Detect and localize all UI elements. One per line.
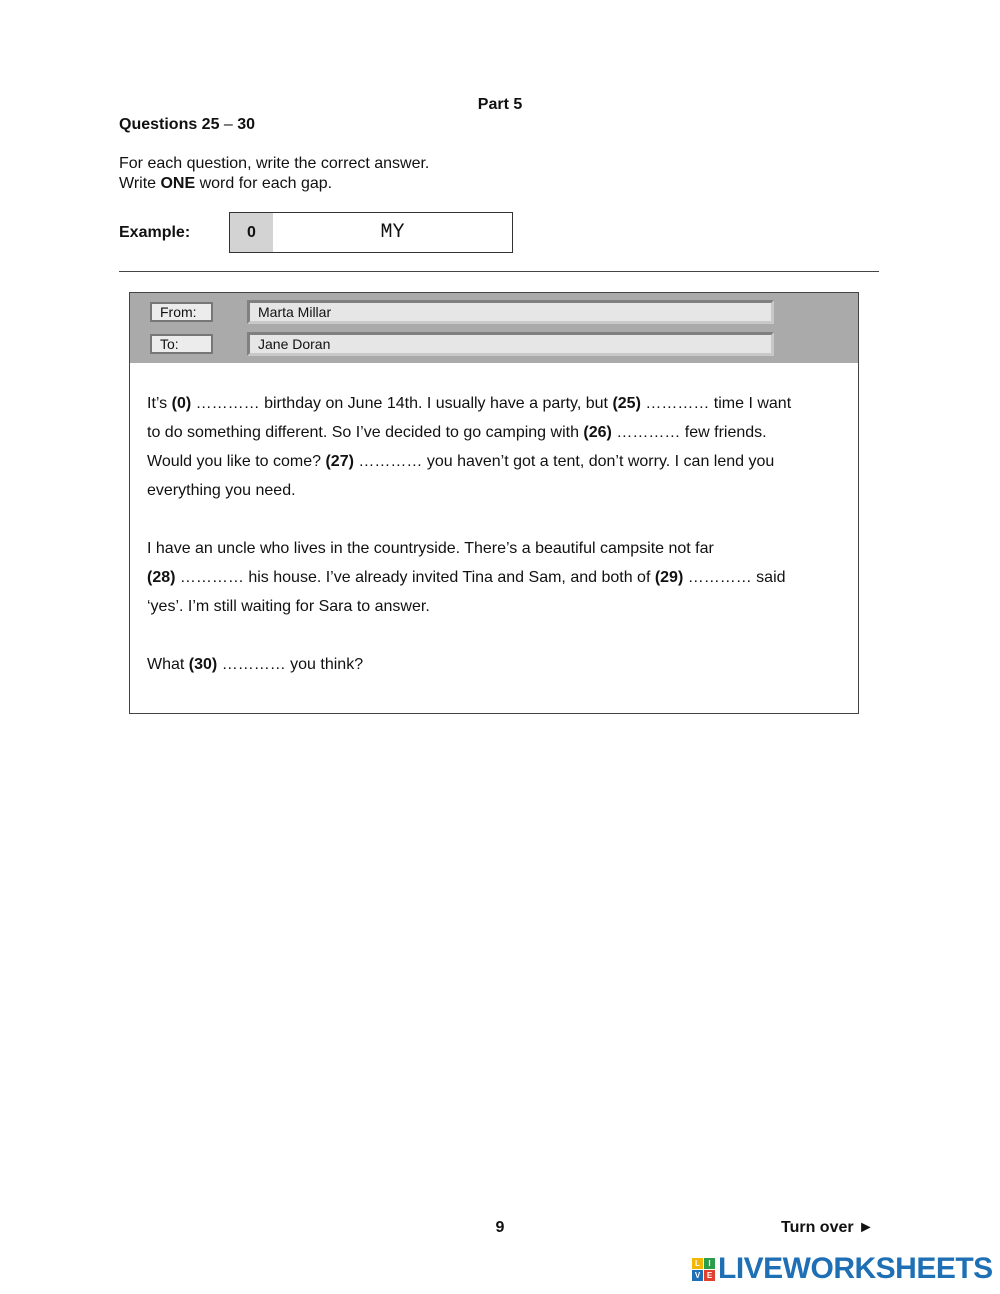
text-segment: few friends. [680, 424, 767, 441]
section-divider [119, 271, 879, 272]
gap-28[interactable]: ………… [179, 569, 244, 586]
gap-number-29: (29) [654, 569, 684, 586]
email-box [129, 292, 859, 714]
from-label: From: [150, 302, 213, 322]
text-segment: birthday on June 14th. I usually have a party, but [259, 395, 613, 412]
text-segment: ‘yes’. I’m still waiting for Sara to answer. [147, 598, 430, 615]
text-segment: Would you like to come? [147, 453, 326, 470]
gap-number-25: (25) [612, 395, 641, 412]
example-label: Example: [119, 224, 191, 241]
logo-square: V [692, 1270, 703, 1281]
email-paragraph-1 [147, 389, 847, 505]
to-field: Jane Doran [247, 332, 774, 356]
text-segment: his house. I’ve already invited Tina and Sam, and both of [243, 569, 655, 586]
gap-26[interactable]: ………… [616, 424, 681, 441]
email-paragraph-2 [147, 534, 847, 621]
questions-dash: – [223, 116, 233, 133]
text-segment: said [751, 569, 786, 586]
instruction-line-1: For each question, write the correct answer. [119, 155, 430, 172]
questions-title [119, 116, 255, 134]
turn-over-label: Turn over ► [781, 1219, 874, 1236]
text-segment: you haven’t got a tent, don’t worry. I can lend you [422, 453, 775, 470]
gap-25[interactable]: ………… [645, 395, 710, 412]
logo-square: I [704, 1258, 715, 1269]
logo-square: E [704, 1270, 715, 1281]
gap-number-28: (28) [147, 569, 176, 586]
text-segment: to do something different. So I’ve decided to go camping with [147, 424, 584, 441]
from-field: Marta Millar [247, 300, 774, 324]
part-title: Part 5 [477, 96, 523, 113]
email-paragraph-3 [147, 650, 847, 679]
example-answer-box: MY [273, 212, 513, 253]
gap-29[interactable]: ………… [687, 569, 752, 586]
example-number-box: 0 [229, 212, 274, 253]
text-segment: everything you need. [147, 482, 296, 499]
questions-prefix: Questions 25 [119, 116, 224, 133]
logo-squares-icon [692, 1258, 715, 1281]
liveworksheets-logo[interactable] [692, 1252, 993, 1286]
gap-number-26: (26) [583, 424, 612, 441]
instruction-line-2-post: word for each gap. [195, 175, 333, 192]
gap-27[interactable]: ………… [358, 453, 423, 470]
page-number: 9 [495, 1219, 505, 1236]
text-segment: you think? [285, 656, 364, 673]
text-segment: What [147, 656, 189, 673]
to-label: To: [150, 334, 213, 354]
logo-text: LIVEWORKSHEETS [718, 1252, 993, 1285]
gap-number-0: (0) [171, 395, 192, 412]
text-segment: I have an uncle who lives in the countryside. There’s a beautiful campsite not far [147, 540, 714, 557]
gap-number-30: (30) [188, 656, 218, 673]
instruction-line-2 [119, 175, 332, 193]
questions-suffix: 30 [232, 116, 256, 133]
gap-0[interactable]: ………… [195, 395, 260, 412]
instruction-one-word: ONE [160, 175, 196, 192]
gap-30[interactable]: ………… [221, 656, 286, 673]
logo-square: L [692, 1258, 703, 1269]
text-segment: time I want [709, 395, 792, 412]
text-segment: It’s [147, 395, 172, 412]
email-header [130, 293, 858, 363]
email-body [147, 389, 847, 708]
gap-number-27: (27) [325, 453, 354, 470]
instruction-line-2-pre: Write [119, 175, 161, 192]
